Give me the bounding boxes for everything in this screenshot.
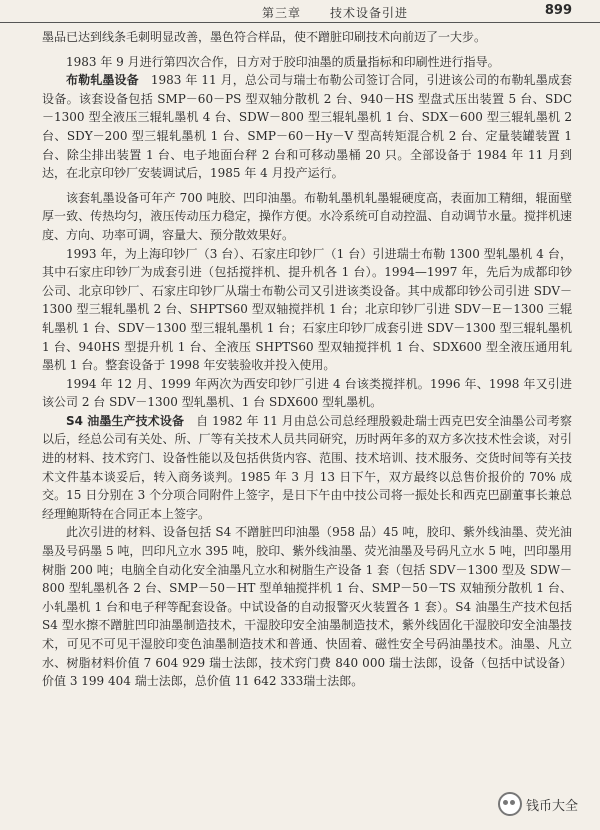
paragraph xyxy=(42,375,572,412)
chapter-label: 第三章 xyxy=(262,6,302,20)
paragraph xyxy=(42,28,572,47)
page-number: 899 xyxy=(544,3,572,18)
paragraph-text: 1994 年 12 月、1999 年两次为西安印钞厂引进 4 台该类搅拌机。1996 年、1998 年又引进该公司 2 台 SDV－1300 型轧墨机、1 台 SDX600 型轧墨机。 xyxy=(42,376,572,410)
paragraph xyxy=(42,245,572,375)
paragraph xyxy=(42,412,572,524)
document-body xyxy=(42,28,572,691)
paragraph-text: 此次引进的材料、设备包括 S4 不蹭脏凹印油墨（958 品）45 吨，胶印、紫外线油墨、荧光油墨及号码墨 5 吨，凹印凡立水 395 吨，胶印、紫外线油墨、荧光油墨及号码凡立水 5 吨，凹印墨用树脂 200 吨；电脑全自动化安全油墨凡立水和树脂生产设备 1 套（包括 SDV－1300 型及 SDW－800 型轧墨机各 2 台、SMP－50－HT 型单轴搅拌机 1 台、SMP－50－TS 双轴预分散机 1 台、小轧墨机 1 台和电子秤等配套设备。中试设备的自动报警灭火装置各 1 套）。S4 油墨生产技术包括 S4 型水擦不蹭脏凹印油墨制造技术，干湿胶印安全油墨制造技术，紫外线固化干湿胶印安全油墨技术，可见不可见干湿胶印变色油墨制造技术和普通、快固着、磁性安全号码油墨技术。油墨、凡立水、树脂材料价值 7 604 929 瑞士法郎，技术窍门费 840 000 瑞士法郎，设备（包括中试设备）价值 3 199 404 瑞士法郎，总价值 11 642 333瑞士法郎。 xyxy=(42,525,572,689)
wechat-icon xyxy=(498,792,522,816)
paragraph xyxy=(42,189,572,245)
section-title: 技术设备引进 xyxy=(330,6,409,20)
watermark-text: 钱币大全 xyxy=(525,798,578,814)
paragraph-text: 1993 年，为上海印钞厂（3 台）、石家庄印钞厂（1 台）引进瑞士布勒 1300 型轧墨机 4 台，其中石家庄印钞厂为成套引进（包括搅拌机、提升机各 1 台）。1994—1997 年，先后为成都印钞公司、北京印钞厂、石家庄印钞厂从瑞士布勒公司又引进该类设备。其中成都印钞公司引进 SDV－1300 型三辊轧墨机 2 台、SHPTS60 型双轴搅拌机 1 台；北京印钞厂引进 SDV－E－1300 三辊轧墨机 1 台、SDV－1300 型三辊轧墨机 1 台；石家庄印钞厂成套引进 SDV－1300 型三辊轧墨机 1 台、940HS 型提升机 1 台、全液压 SHPTS60 型双轴搅拌机 1 台、SDX600 型全液压通用轧墨机 1 台。整套设备于 1998 年安装验收并投入使用。 xyxy=(42,246,572,373)
page-header xyxy=(0,0,600,23)
paragraph xyxy=(42,53,572,72)
paragraph-text: 墨品已达到线条毛刺明显改善，墨色符合样品，使不蹭脏印刷技术向前迈了一大步。 xyxy=(42,30,487,44)
paragraph-text: 自 1982 年 11 月由总公司总经理殷毅赴瑞士西克巴安全油墨公司考察以后，经总公司有关处、所、厂等有关技术人员共同研究，历时两年多的双方多次技术性会谈，对引进的材料、技术窍门、设备性能以及包括供货内容、范围、技术培训、技术服务、交货时间等有关技术文件基本谈妥后，转入商务谈判。1985 年 3 月 13 日下午，双方最终以总售价报价的 70% 成交。15 日分别在 3 个分项合同附件上签字，是日下午由中技公司将一振处长和西克巴副董事长兼总经理鲍斯特在合同正本上签字。 xyxy=(42,413,573,521)
watermark xyxy=(498,792,578,816)
paragraph-text: 1983 年 11 月，总公司与瑞士布勒公司签订合同，引进该公司的布勒轧墨成套设备。该套设备包括 SMP－60－PS 型双轴分散机 2 台、940－HS 型盘式压出装置 5 台、SDC－1300 型全液压三辊轧墨机 4 台、SDW－800 型三辊轧墨机 1 台、SDX－600 型三辊轧墨机 2 台、SDY－200 型三辊轧墨机 1 台、SMP－60－Hy－V 型高转矩混合机 2 台、定量装罐装置 1 台、除尘排出装置 1 台、电子地面台秤 2 台和可移动墨桶 20 只。全部设备于 1984 年 11 月到达，在北京印钞厂安装调试后，1985 年 4 月投产运行。 xyxy=(42,73,572,181)
paragraph-lead: S4 油墨生产技术设备 xyxy=(66,413,185,428)
paragraph xyxy=(42,71,572,183)
paragraph-lead: 布勒轧墨设备 xyxy=(66,73,139,88)
paragraph-text: 1983 年 9 月进行第四次合作，日方对于胶印油墨的质量指标和印刷性进行指导。 xyxy=(66,54,500,69)
paragraph xyxy=(42,523,572,690)
paragraph-text: 该套轧墨设备可年产 700 吨胶、凹印油墨。布勒轧墨机轧墨辊硬度高，表面加工精细，辊面壁厚一致、传热均匀，液压传动压力稳定，操作方便。水冷系统可自动控温、自动调节水量。搅拌机速度、方向、功率可调，容量大、预分散效果好。 xyxy=(42,190,572,242)
